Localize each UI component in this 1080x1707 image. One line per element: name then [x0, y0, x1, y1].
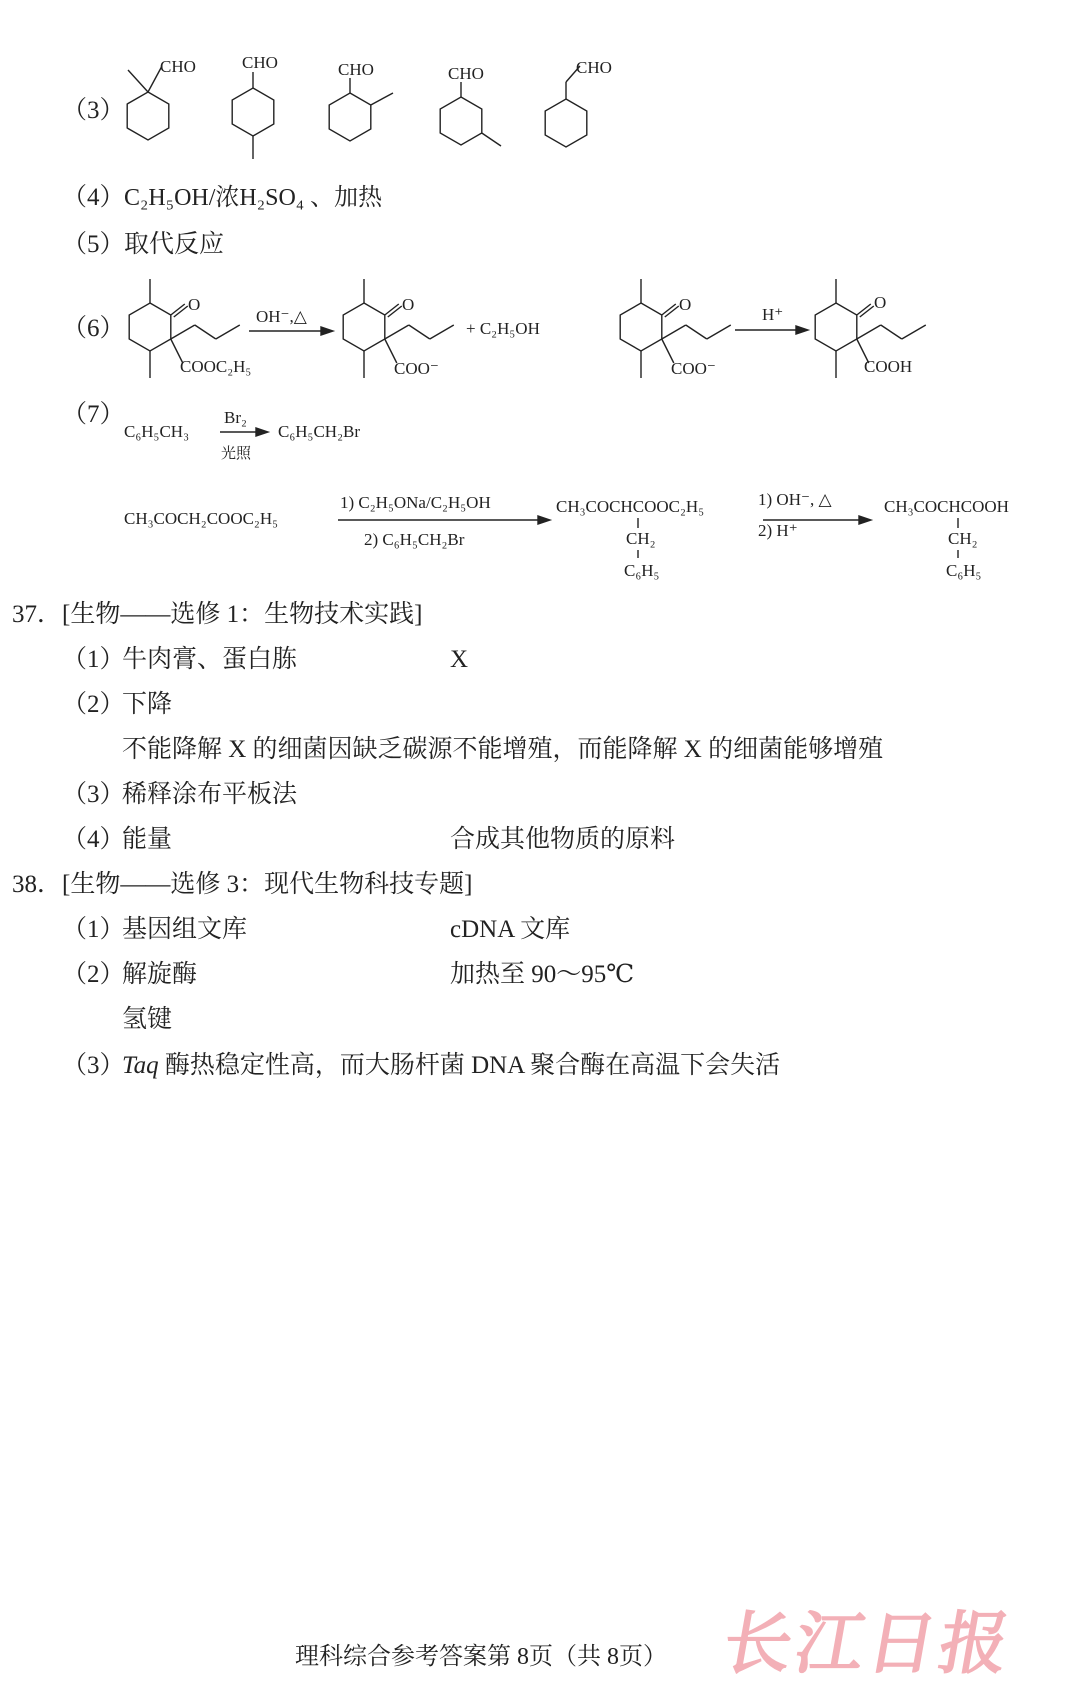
- reaction-arrow-alkylation-head: [538, 516, 550, 524]
- cho-label-5: CHO: [576, 58, 612, 77]
- propyl-bond: [171, 325, 195, 339]
- ketone-o-1: O: [188, 295, 201, 314]
- arrow2-label: H⁺: [762, 305, 784, 324]
- q37-1-answer-a: 牛肉膏、蛋白胨: [122, 646, 298, 673]
- q37-3-label: （3）: [62, 781, 125, 808]
- ring-isomer-2: [232, 88, 274, 136]
- carboxylate-group-2: COO⁻: [671, 359, 716, 378]
- intermediate: CH₃COCHCOOC₂H₅: [556, 497, 705, 516]
- q38-2-answer-a: 解旋酶: [122, 961, 198, 988]
- carboxylate-group-1: COO⁻: [394, 359, 439, 378]
- ring-isomer-3: [329, 93, 371, 141]
- reaction-arrow-bromination-head: [256, 428, 268, 436]
- cho-label-3: CHO: [338, 60, 374, 79]
- light-condition: 光照: [221, 446, 252, 462]
- q37-4-answer-a: 能量: [122, 826, 173, 853]
- ketone-o-3: O: [679, 295, 692, 314]
- propyl-bond: [409, 325, 430, 339]
- ring-reactant: [129, 303, 171, 351]
- q7-label: （7）: [62, 401, 125, 428]
- propyl-bond: [902, 325, 926, 339]
- methyl-bond: [128, 70, 148, 92]
- q5-answer: 取代反应: [124, 231, 225, 258]
- propyl-bond: [707, 325, 731, 339]
- q3-label: （3）: [62, 97, 125, 124]
- q37-2-explanation: 不能降解 X 的细菌因缺乏碳源不能增殖，而能降解 X 的细菌能够增殖: [122, 736, 884, 763]
- propyl-bond: [857, 325, 881, 339]
- product-c6h5: C₆H₅: [946, 561, 982, 580]
- ethyl-acetoacetate: CH₃COCH₂COOC₂H₅: [124, 509, 279, 528]
- reaction-arrow-hydrolysis-head: [859, 516, 871, 524]
- reaction-arrow-2-head: [796, 326, 808, 334]
- propyl-bond: [385, 325, 409, 339]
- watermark-logo: 长江日报: [716, 1604, 1020, 1684]
- q38-3-label: （3）: [62, 1052, 125, 1079]
- plus-ethanol: + C₂H₅OH: [466, 319, 540, 338]
- product-ch2: CH₂: [948, 529, 978, 548]
- ring-carboxylate-2: [620, 303, 662, 351]
- toluene: C₆H₅CH₃: [124, 422, 190, 441]
- q38-heading: 38．[生物——选修 3：现代生物科技专题]: [12, 871, 473, 898]
- intermediate-ch2: CH₂: [626, 529, 656, 548]
- q38-3-answer: [122, 1051, 780, 1081]
- q5-label: （5）: [62, 231, 125, 258]
- ring-carboxylate-1: [343, 303, 385, 351]
- propyl-bond: [686, 325, 707, 339]
- benzyl-bromide: C₆H₅CH₂Br: [278, 422, 361, 441]
- reaction-arrow-1-head: [321, 327, 333, 335]
- cho-label-1: CHO: [160, 57, 196, 76]
- taq-term: Taq: [122, 1052, 159, 1079]
- methyl-bond: [371, 93, 393, 105]
- carboxylic-acid-group: COOH: [864, 357, 913, 376]
- propyl-bond: [430, 325, 454, 339]
- q38-1-answer-a: 基因组文库: [122, 916, 248, 943]
- ketone-o-2: O: [402, 295, 415, 314]
- q4-answer: C₂H₅OH/浓H₂SO₄ 、加热: [124, 185, 383, 211]
- q37-heading: 37．[生物——选修 1：生物技术实践]: [12, 601, 423, 628]
- propyl-bond: [662, 325, 686, 339]
- step2-reagent-a: 1) OH⁻, △: [758, 490, 832, 509]
- ester-group: COOC₂H₅: [180, 357, 252, 376]
- q37-2-answer: 下降: [122, 691, 173, 718]
- q4-label: （4）: [62, 184, 125, 211]
- ring-isomer-5: [545, 99, 587, 147]
- product: CH₃COCHCOOH: [884, 497, 1009, 516]
- step1-reagent-b: 2) C₆H₅CH₂Br: [364, 530, 465, 549]
- step2-reagent-b: 2) H⁺: [758, 521, 798, 540]
- q38-3-answer-text: 酶热稳定性高，而大肠杆菌 DNA 聚合酶在高温下会失活: [158, 1052, 781, 1079]
- q37-2-label: （2）: [62, 691, 125, 718]
- ring-isomer-1: [127, 92, 169, 140]
- br2-reagent: Br₂: [224, 408, 247, 427]
- propyl-bond: [195, 325, 216, 339]
- q37-1-label: （1）: [62, 646, 125, 673]
- cho-label-2: CHO: [242, 53, 278, 72]
- ring-isomer-4: [440, 97, 482, 145]
- arrow1-label: OH⁻,△: [256, 307, 307, 326]
- q37-1-answer-b: X: [450, 646, 469, 673]
- q38-2-extra: 氢键: [122, 1006, 173, 1033]
- q37-3-answer: 稀释涂布平板法: [122, 781, 298, 808]
- q38-1-answer-b: cDNA 文库: [450, 916, 571, 943]
- intermediate-c6h5: C₆H₅: [624, 561, 660, 580]
- q38-2-label: （2）: [62, 961, 125, 988]
- ketone-o-4: O: [874, 293, 887, 312]
- q6-label: （6）: [62, 315, 125, 342]
- q38-1-label: （1）: [62, 916, 125, 943]
- methyl-bond: [482, 133, 501, 146]
- propyl-bond: [216, 325, 240, 339]
- chemistry-answers: [0, 0, 1080, 600]
- propyl-bond: [881, 325, 902, 339]
- q37-4-label: （4）: [62, 826, 125, 853]
- ring-acid: [815, 303, 857, 351]
- q38-2-answer-b: 加热至 90～95℃: [450, 961, 635, 988]
- step1-reagent-a: 1) C₂H₅ONa/C₂H₅OH: [340, 493, 491, 512]
- q37-4-answer-b: 合成其他物质的原料: [450, 826, 676, 853]
- page-footer: 理科综合参考答案第 8页（共 8页）: [295, 1644, 667, 1670]
- cho-label-4: CHO: [448, 64, 484, 83]
